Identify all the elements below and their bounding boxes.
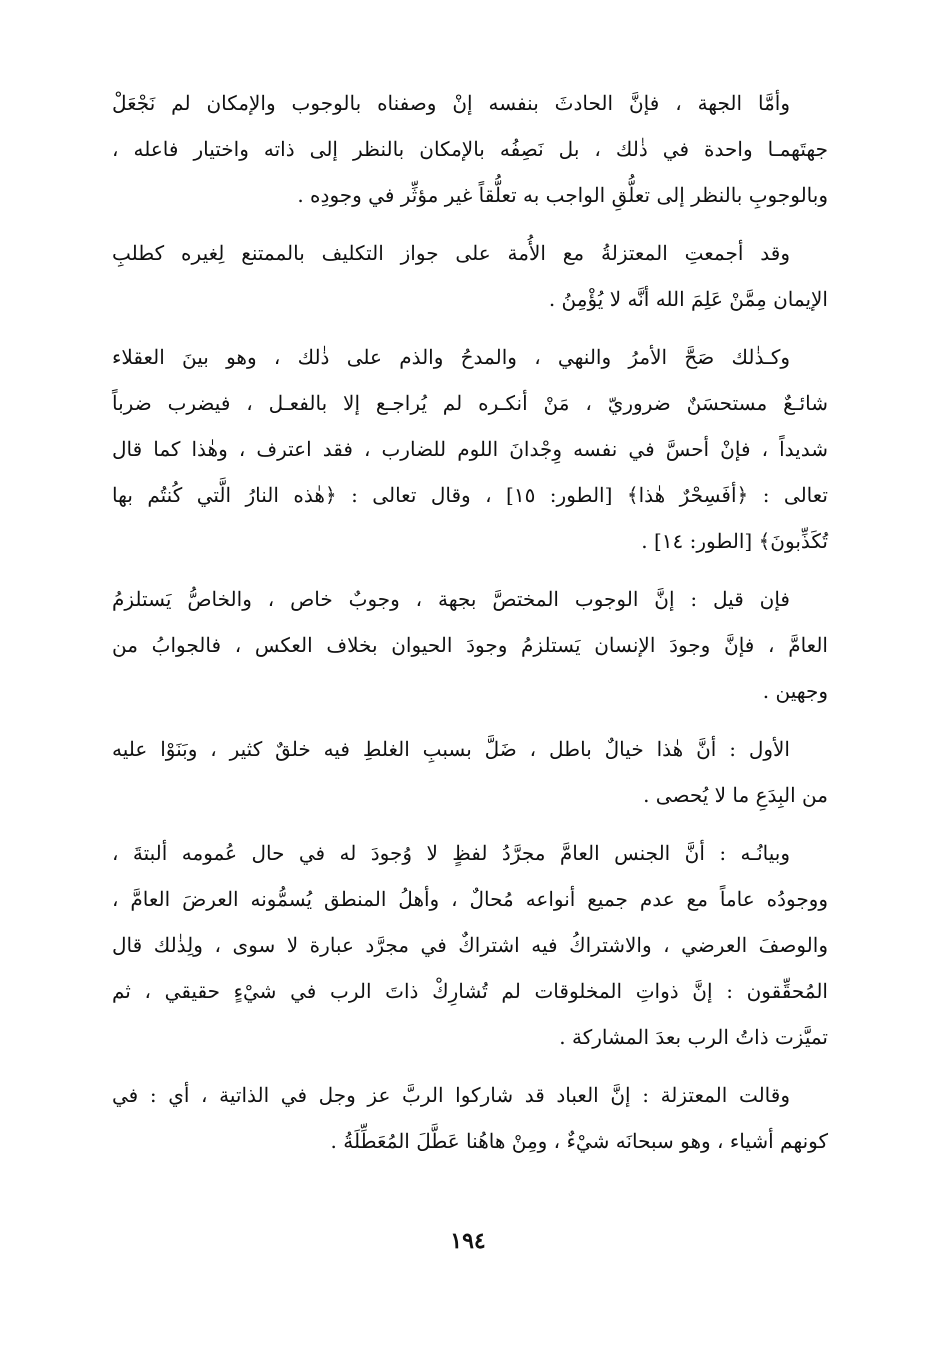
text-line: وأمَّا الجهة ، فإنَّ الحادثَ بنفسه إنْ وصفناه بالوجوب والإمكان لم نَجْعَلْ xyxy=(112,91,790,115)
text-line: وكـذٰلك صَحَّ الأمرُ والنهي ، والمدحُ والذم على ذٰلك ، وهو بينَ العقلاء xyxy=(112,345,790,369)
text-line: تُكَذِّبونَ﴾ [الطور: ١٤] . xyxy=(641,529,828,553)
paragraph xyxy=(112,1072,828,1164)
paragraph xyxy=(112,80,828,218)
text-line: فإن قيل : إنَّ الوجوب المختصَّ بجهة ، وجوبٌ خاص ، والخاصُّ يَستلزمُ xyxy=(112,587,790,611)
text-line: كونهم أشياء ، وهو سبحانَه شيْءٌ ، ومِنْ هاهُنا عَطَّلَ المُعَطِّلَةُ . xyxy=(330,1129,828,1153)
paragraph xyxy=(112,230,828,322)
text-line: الأول : أنَّ هٰذا خيالٌ باطل ، ضَلَّ بسببِ الغلطِ فيه خلقٌ كثير ، وبَنَوْا عليه xyxy=(112,737,790,761)
text-line: وجهين . xyxy=(762,679,828,703)
text-line: تعالى : ﴿أفَسِحْرٌ هٰذا﴾ [الطور: ١٥] ، وقال تعالى : ﴿هٰذه النارُ الَّتي كُنتُم بها xyxy=(112,483,828,507)
text-line: ووجودُه عاماً مع عدم جميع أنواعه مُحالٌ ، وأهلُ المنطق يُسمُّونه العرضَ العامَّ ، xyxy=(112,887,828,911)
text-line: وقد أجمعتِ المعتزلةُ مع الأُمة على جواز التكليف بالممتنع لِغيره كطلبِ xyxy=(112,241,790,265)
paragraph xyxy=(112,726,828,818)
text-line: العامَّ ، فإنَّ وجودَ الإنسان يَستلزمُ وجودَ الحيوان بخلاف العكس ، فالجوابُ من xyxy=(112,633,828,657)
text-line: والوصفَ العرضي ، والاشتراكُ فيه اشتراكٌ في مجرَّد عبارة لا سوى ، ولِذٰلك قال xyxy=(112,933,828,957)
text-line: وبالوجوبِ بالنظر إلى تعلُّقِ الواجب به تعلُّقاً غير مؤثِّر في وجودِه . xyxy=(297,183,828,207)
text-line: وبيانُـه : أنَّ الجنس العامَّ مجرَّدُ لفظٍ لا وُجودَ له في حال عُمومه ألبتةَ ، xyxy=(112,841,790,865)
text-line: وقالت المعتزلة : إنَّ العباد قد شاركوا الربَّ عز وجل في الذاتية ، أي : في xyxy=(112,1083,790,1107)
text-line: الإيمان مِمَّنْ عَلِمَ الله أنَّه لا يُؤْمِنُ . xyxy=(548,287,828,311)
page-number: ١٩٤ xyxy=(450,1228,486,1254)
paragraph xyxy=(112,830,828,1060)
paragraph xyxy=(112,576,828,714)
text-line: جهتَهمـا واحدة في ذٰلك ، بل نَصِفُه بالإمكان بالنظر إلى ذاته واختيار فاعله ، xyxy=(112,137,828,161)
text-line: شديداً ، فإنْ أحسَّ في نفسه وِجْدانَ اللوم للضارب ، فقد اعترف ، وهٰذا كما قال xyxy=(112,437,828,461)
text-line: المُحقِّقون : إنَّ ذواتِ المخلوقات لم تُشارِكْ ذاتَ الرب في شيْءٍ حقيقي ، ثم xyxy=(112,979,828,1003)
page-body xyxy=(112,80,828,1176)
paragraph xyxy=(112,334,828,564)
text-line: من البِدَعِ ما لا يُحصى . xyxy=(643,783,828,807)
text-line: شائـعٌ مستحسَنٌ ضروريّ ، مَنْ أنكـره لم يُراجـع إلا بالفعـل ، فيضرب ضرباً xyxy=(112,391,828,415)
text-line: تميَّزت ذاتُ الرب بعدَ المشاركة . xyxy=(559,1025,828,1049)
